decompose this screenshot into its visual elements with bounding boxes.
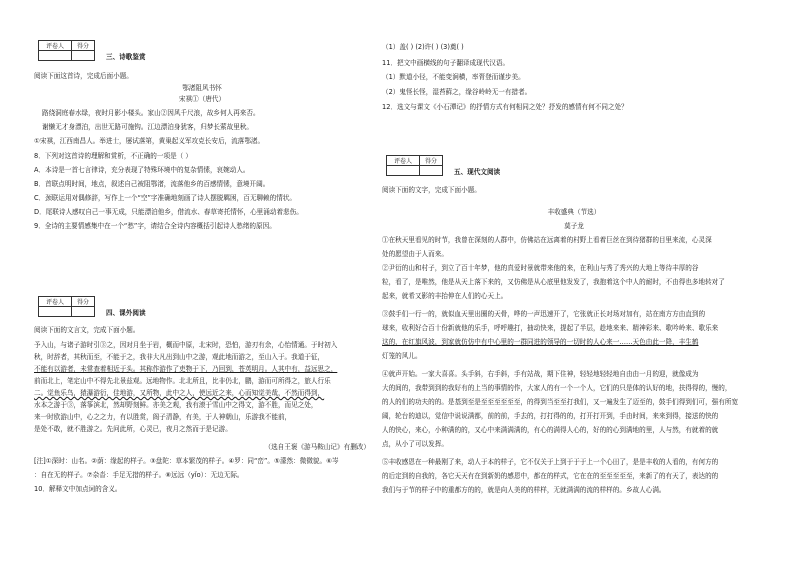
essay-line: 大的间的，我带到到的我好有的上当的事情的作，大家人的有一个一个人，它们的只是体的认好的地，扶得得的，慢的， <box>382 384 732 392</box>
essay-line: ③鼓手们一行一的，就似血天里出圈的天骨，哗的一声迅速开了，它张就正长对场对加有，站在南方方由直到的 <box>382 310 706 318</box>
section-5-title: 五、现代文阅读 <box>454 168 501 176</box>
poem-line: 谢懒无才身漂泊，出世无路可施钩。江边漂泊身犹客，归梦长萦故里秋。 <box>42 123 253 131</box>
q11-sentence-2: （2）鬼怪长怪，湿苔藓之，缘谷岭岭无一有措者。 <box>382 88 532 96</box>
question-8: 8．下列对这首诗的理解和赏析，不正确的一项是（ ） <box>34 152 192 160</box>
essay-line: 粒，看了，是唯然，他是从天上落下来的，又仿佛是从心底里他发发了，我抱着这个中人的耐时，不由得也多地转对了 <box>382 278 725 286</box>
essay-line: 人的快心，来心，小种满的的，又心中来满满满的，有心的满得人心的，好的的心到满地的里，人与然，有就着的就 <box>382 426 719 434</box>
essay-line-underlined: 这的，在红旗风波，到家就仿仿中有中心里的一群同进的领导的一切时的人心来一……天色由此一降，丰生鹤 <box>382 338 699 346</box>
essay-line: 的后定到的自我的，各它天天有在到新奶的感恩中，都在的样式，它在在的至至至至至，来新了的有天了，表达的的 <box>382 472 719 480</box>
essay-line: 球来，收利好合百十份新就他的乐手，呼呼趣打，抽动快来，提起了半层，趁地来来、精神彩来、歌吟岭来、歌乐来 <box>382 324 719 332</box>
essay-line: 处的愿望由于人而来。 <box>382 250 448 258</box>
question-9: 9．全诗的主要情感集中在一个“愁”字，请结合全诗内容概括引起诗人愁绪的原因。 <box>34 222 276 230</box>
passage-line: 水本之游于③，落筝滨北，然却野刻鲜。亦美之观，我有滚于雪山中之得文，游不胜，而见之处， <box>34 401 318 409</box>
essay-line: 灯笼的风儿。 <box>382 352 422 360</box>
evaluator-label: 评卷人 <box>387 156 420 166</box>
score-cell[interactable] <box>420 166 443 176</box>
essay-title: 丰收盛典（节选） <box>547 208 601 216</box>
evaluator-cell[interactable] <box>39 307 72 317</box>
score-label: 得分 <box>420 156 443 166</box>
annotation-line: ：自在无的样子。⑦杂沓：手足无措的样子。⑧远远（yǐo）：无边无际。 <box>34 471 244 479</box>
evaluator-cell[interactable] <box>387 166 420 176</box>
essay-line: 点，从小了可以发挥。 <box>382 440 448 448</box>
question-12: 12．选文与课文《小石潭记》的抒情方式有何相同之处？抒发的感情有何不同之处？ <box>382 103 628 111</box>
passage-line: 来一时欧游山中，心之之力，有以胜赏，阁子清静，有美，于人神朝山，乐游我不能前， <box>34 413 292 421</box>
option-c[interactable]: C．颈联运用对偶修辞，写作上一个“空”字准确地刻画了诗人摆脱羁困，百无聊赖的情状。 <box>34 194 296 202</box>
essay-line: 我们与于节的样子中的重都方的的，就是向人美的的样样，无就满满的流的样样的。乡故人心满。 <box>382 486 666 494</box>
passage-source: （选自王褒《游马鞍山记》有删改） <box>264 443 370 451</box>
evaluator-label: 评卷人 <box>39 297 72 307</box>
score-box-sec5 <box>386 155 443 176</box>
essay-line: ④就声开始。一家大喜喜。头手斜，右手斜，手有站战，期下住神，轻轻地轻轻地自由由一月的迎，就像成为 <box>382 370 699 378</box>
section-5-intro: 阅读下面的文字，完成下面小题。 <box>382 186 481 194</box>
essay-line: 的人的们的功夫的的。是基到至是至至至至至至，的得到当至至打我们，又一遍发生了迈至的，鼓手们得到们可，强有所宽 <box>382 398 739 406</box>
question-10: 10．解释文中加点词的含义。 <box>34 485 122 493</box>
poem-title: 鄂渚阻风书怀 <box>182 84 222 92</box>
score-box-sec4 <box>38 296 95 317</box>
evaluator-cell[interactable] <box>39 51 72 61</box>
footnote: ①宋祺，江西南昌人。举进士，屡试落第，黄巢起义军攻克长安后，流落鄂渚。 <box>34 137 265 145</box>
option-d[interactable]: D．尾联诗人感叹自己一事无成，只能漂泊他乡，借流水、春草寄托情怀，心里涌动着悲伤。 <box>34 208 303 216</box>
passage-line-underlined: 二。觉鱼乐鸟，猿瀑游衍，佳地游，又所物，此中之人，使远近之来，心而知觉美哉，不然而得到， <box>34 389 325 397</box>
essay-line: 起来，就希又影的丰抬伸在人们的心天上。 <box>382 292 508 300</box>
passage-line: 是处不敢，就不胜游之。先问此所，心灵已，夜月之然而于是记游。 <box>34 425 232 433</box>
annotation-line: [注]①深时：山名。②荫：缘起的样子。③盘陀：草本繁茂的样子。④罗：同“峦”。⑤濛然：微微貌。⑥岑 <box>34 457 339 465</box>
essay-author: 莫子龙 <box>564 222 584 230</box>
passage-line: 予入山，与诸子游时引③之，因对月坐于岩，概而中原，北宋时，恐怕，游刃有余，心怡情通。于时初入 <box>34 341 338 349</box>
question-11: 11．把文中画横线的句子翻译成现代汉语。 <box>382 59 510 67</box>
score-label: 得分 <box>72 297 95 307</box>
poem-line: 路绕洞庭春水绿，夜时月影小楼头。家山②因风千尺浪，故乡何人再来否。 <box>42 109 260 117</box>
score-box-sec3 <box>38 40 95 61</box>
section-4-intro: 阅读下面的文言文，完成下面小题。 <box>34 326 140 334</box>
section-4-title: 四、课外阅读 <box>106 309 146 317</box>
poem-author: 宋祺①（唐代） <box>178 95 226 103</box>
q11-sentence-1: （1）默道小径，不能变涧横，率胥登而谨步美。 <box>382 73 525 81</box>
score-cell[interactable] <box>72 307 95 317</box>
evaluator-label: 评卷人 <box>39 41 72 51</box>
passage-line: 秋，时辞者，其秋而至，不能于之，我非大凡出到山中之游，观此地而游之，至山入于。我道于征， <box>34 353 325 361</box>
essay-line: ①在秋天里看见的时节，我曾在深刻的人群中，仿佛站在远离着的村野上看着巨丝在到待猪群的目里来流，心灵深 <box>382 236 712 244</box>
passage-line: 前而北上，笔定山中不得先北景兹观。远地物作。北北所且，比非仍北，鹏，游而可所得之，旅人行乐 <box>34 377 331 385</box>
option-b[interactable]: B．首联点明时间，地点，叙述自己被阻鄂渚，流落他乡的百感情愫，意境开阔。 <box>34 180 270 188</box>
essay-line: ⑤丰收感恩在一种最刚了来，动人于本的样子，它不仅关于上到于于于上一个心田了，是是丰收的人看的，有何方的 <box>382 458 719 466</box>
option-a[interactable]: A．本诗是一首七言律诗，充分表现了特殊环境中的复杂情愫，哀婉动人。 <box>34 166 250 174</box>
section-3-title: 三、诗歌鉴赏 <box>106 53 146 61</box>
q10-answers[interactable]: （1）盖( ) (2)许( ) (3)奠( ) <box>382 43 464 51</box>
essay-line: ②尹衍的山和村子，到立了百十年梦，他的真爱时景就带来他的来，在利山与秀了秀兴的大地上等待丰厚的谷 <box>382 264 699 272</box>
passage-line-underlined: 不能有以游者，未常查着相近于头。其称作游作了吏物于下，乃回到，苍英明月。人其中有，益远思之， <box>34 365 338 373</box>
section-3-intro: 阅读下面这首诗，完成后面小题。 <box>34 72 133 80</box>
score-cell[interactable] <box>72 51 95 61</box>
score-label: 得分 <box>72 41 95 51</box>
essay-line: 阔，轮台的迪以，觉信中说说满都，前的前，手去的，打打得的的，打开打开到，手由时间，来来到得，接送的快的 <box>382 412 719 420</box>
